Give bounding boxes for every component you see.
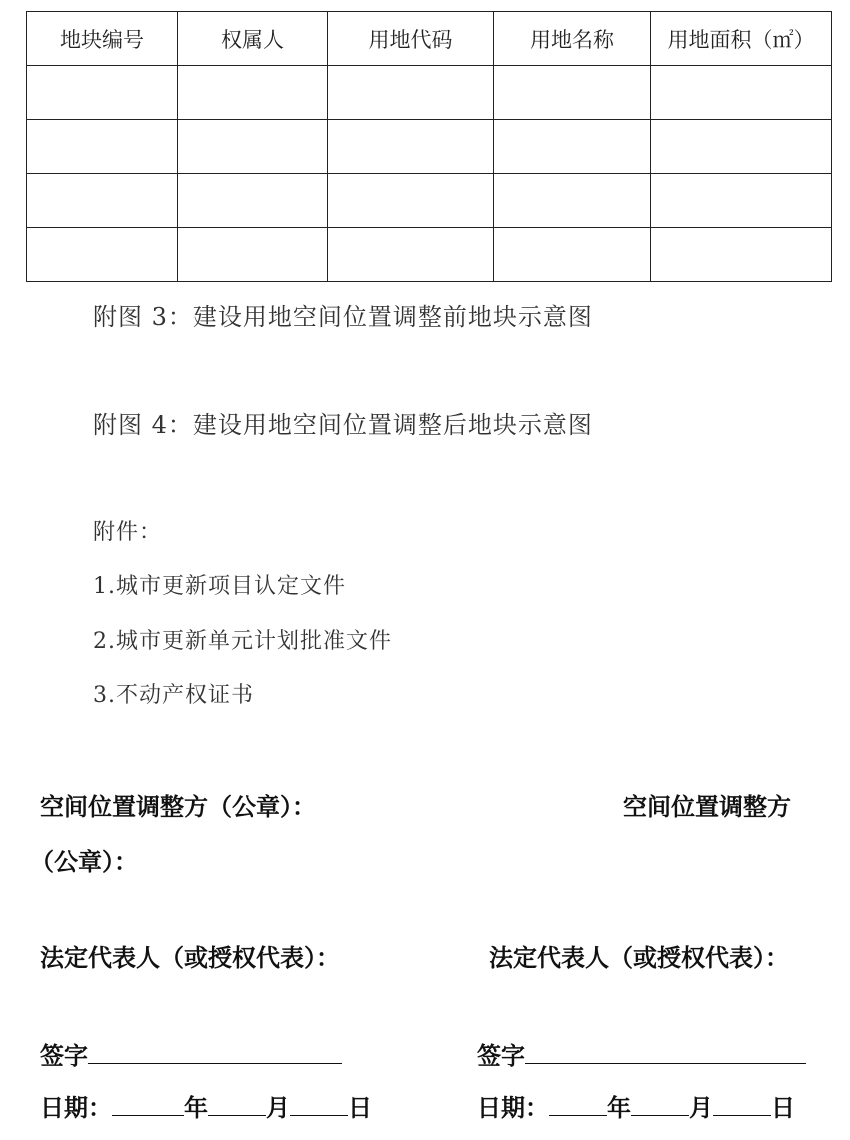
table-cell: [27, 174, 178, 228]
table-cell: [27, 228, 178, 282]
year-blank: [549, 1091, 607, 1116]
signature-left: [40, 1036, 342, 1071]
representative-left-label: 法定代表人（或授权代表）：: [40, 944, 340, 972]
year-blank: [112, 1091, 184, 1116]
table-cell: [494, 66, 651, 120]
date-label: 日期：: [477, 1094, 549, 1122]
month-label: 月: [689, 1094, 713, 1122]
month-blank: [208, 1091, 266, 1116]
table-cell: [651, 120, 832, 174]
attachment-item: 3.不动产权证书: [93, 683, 254, 708]
party-left-seal-label: 空间位置调整方（公章）：: [40, 793, 316, 821]
figure-3-caption: 附图 3：建设用地空间位置调整前地块示意图: [93, 303, 593, 331]
table-cell: [178, 66, 328, 120]
month-blank: [631, 1091, 689, 1116]
party-right-seal-label-cont: （公章）：: [30, 848, 138, 876]
table-cell: [651, 66, 832, 120]
attachments-title: 附件：: [93, 520, 163, 545]
table-row: [27, 174, 832, 228]
table-cell: [651, 174, 832, 228]
party-right-seal-label: 空间位置调整方: [623, 793, 791, 821]
day-blank: [290, 1091, 348, 1116]
table-row: [27, 120, 832, 174]
year-label: 年: [607, 1094, 631, 1122]
table-cell: [328, 228, 494, 282]
sign-label: 签字: [40, 1042, 88, 1070]
representative-right-label: 法定代表人（或授权代表）：: [489, 944, 789, 972]
attachment-item: 2.城市更新单元计划批准文件: [93, 629, 392, 654]
header-owner: 权属人: [178, 12, 328, 66]
figure-4-caption: 附图 4：建设用地空间位置调整后地块示意图: [93, 411, 593, 439]
day-label: 日: [771, 1094, 795, 1122]
signature-right: [477, 1036, 806, 1071]
day-blank: [713, 1091, 771, 1116]
year-label: 年: [184, 1094, 208, 1122]
month-label: 月: [266, 1094, 290, 1122]
sign-label: 签字: [477, 1042, 525, 1070]
header-parcel-number: 地块编号: [27, 12, 178, 66]
day-label: 日: [348, 1094, 372, 1122]
header-land-name: 用地名称: [494, 12, 651, 66]
table-cell: [328, 174, 494, 228]
table-cell: [328, 120, 494, 174]
table-cell: [494, 228, 651, 282]
table-cell: [178, 228, 328, 282]
table-cell: [494, 120, 651, 174]
date-left: [40, 1088, 372, 1123]
table-cell: [328, 66, 494, 120]
land-parcel-table: [26, 11, 832, 282]
table-header-row: [27, 12, 832, 66]
attachment-item: 1.城市更新项目认定文件: [93, 574, 346, 599]
header-land-code: 用地代码: [328, 12, 494, 66]
table-cell: [178, 174, 328, 228]
date-label: 日期：: [40, 1094, 112, 1122]
table-cell: [178, 120, 328, 174]
date-right: [477, 1088, 795, 1123]
sign-blank-line: [525, 1039, 806, 1064]
table-row: [27, 66, 832, 120]
table-cell: [651, 228, 832, 282]
sign-blank-line: [88, 1039, 342, 1064]
table-cell: [27, 66, 178, 120]
header-land-area: 用地面积（㎡）: [651, 12, 832, 66]
table-row: [27, 228, 832, 282]
table-cell: [27, 120, 178, 174]
table-cell: [494, 174, 651, 228]
